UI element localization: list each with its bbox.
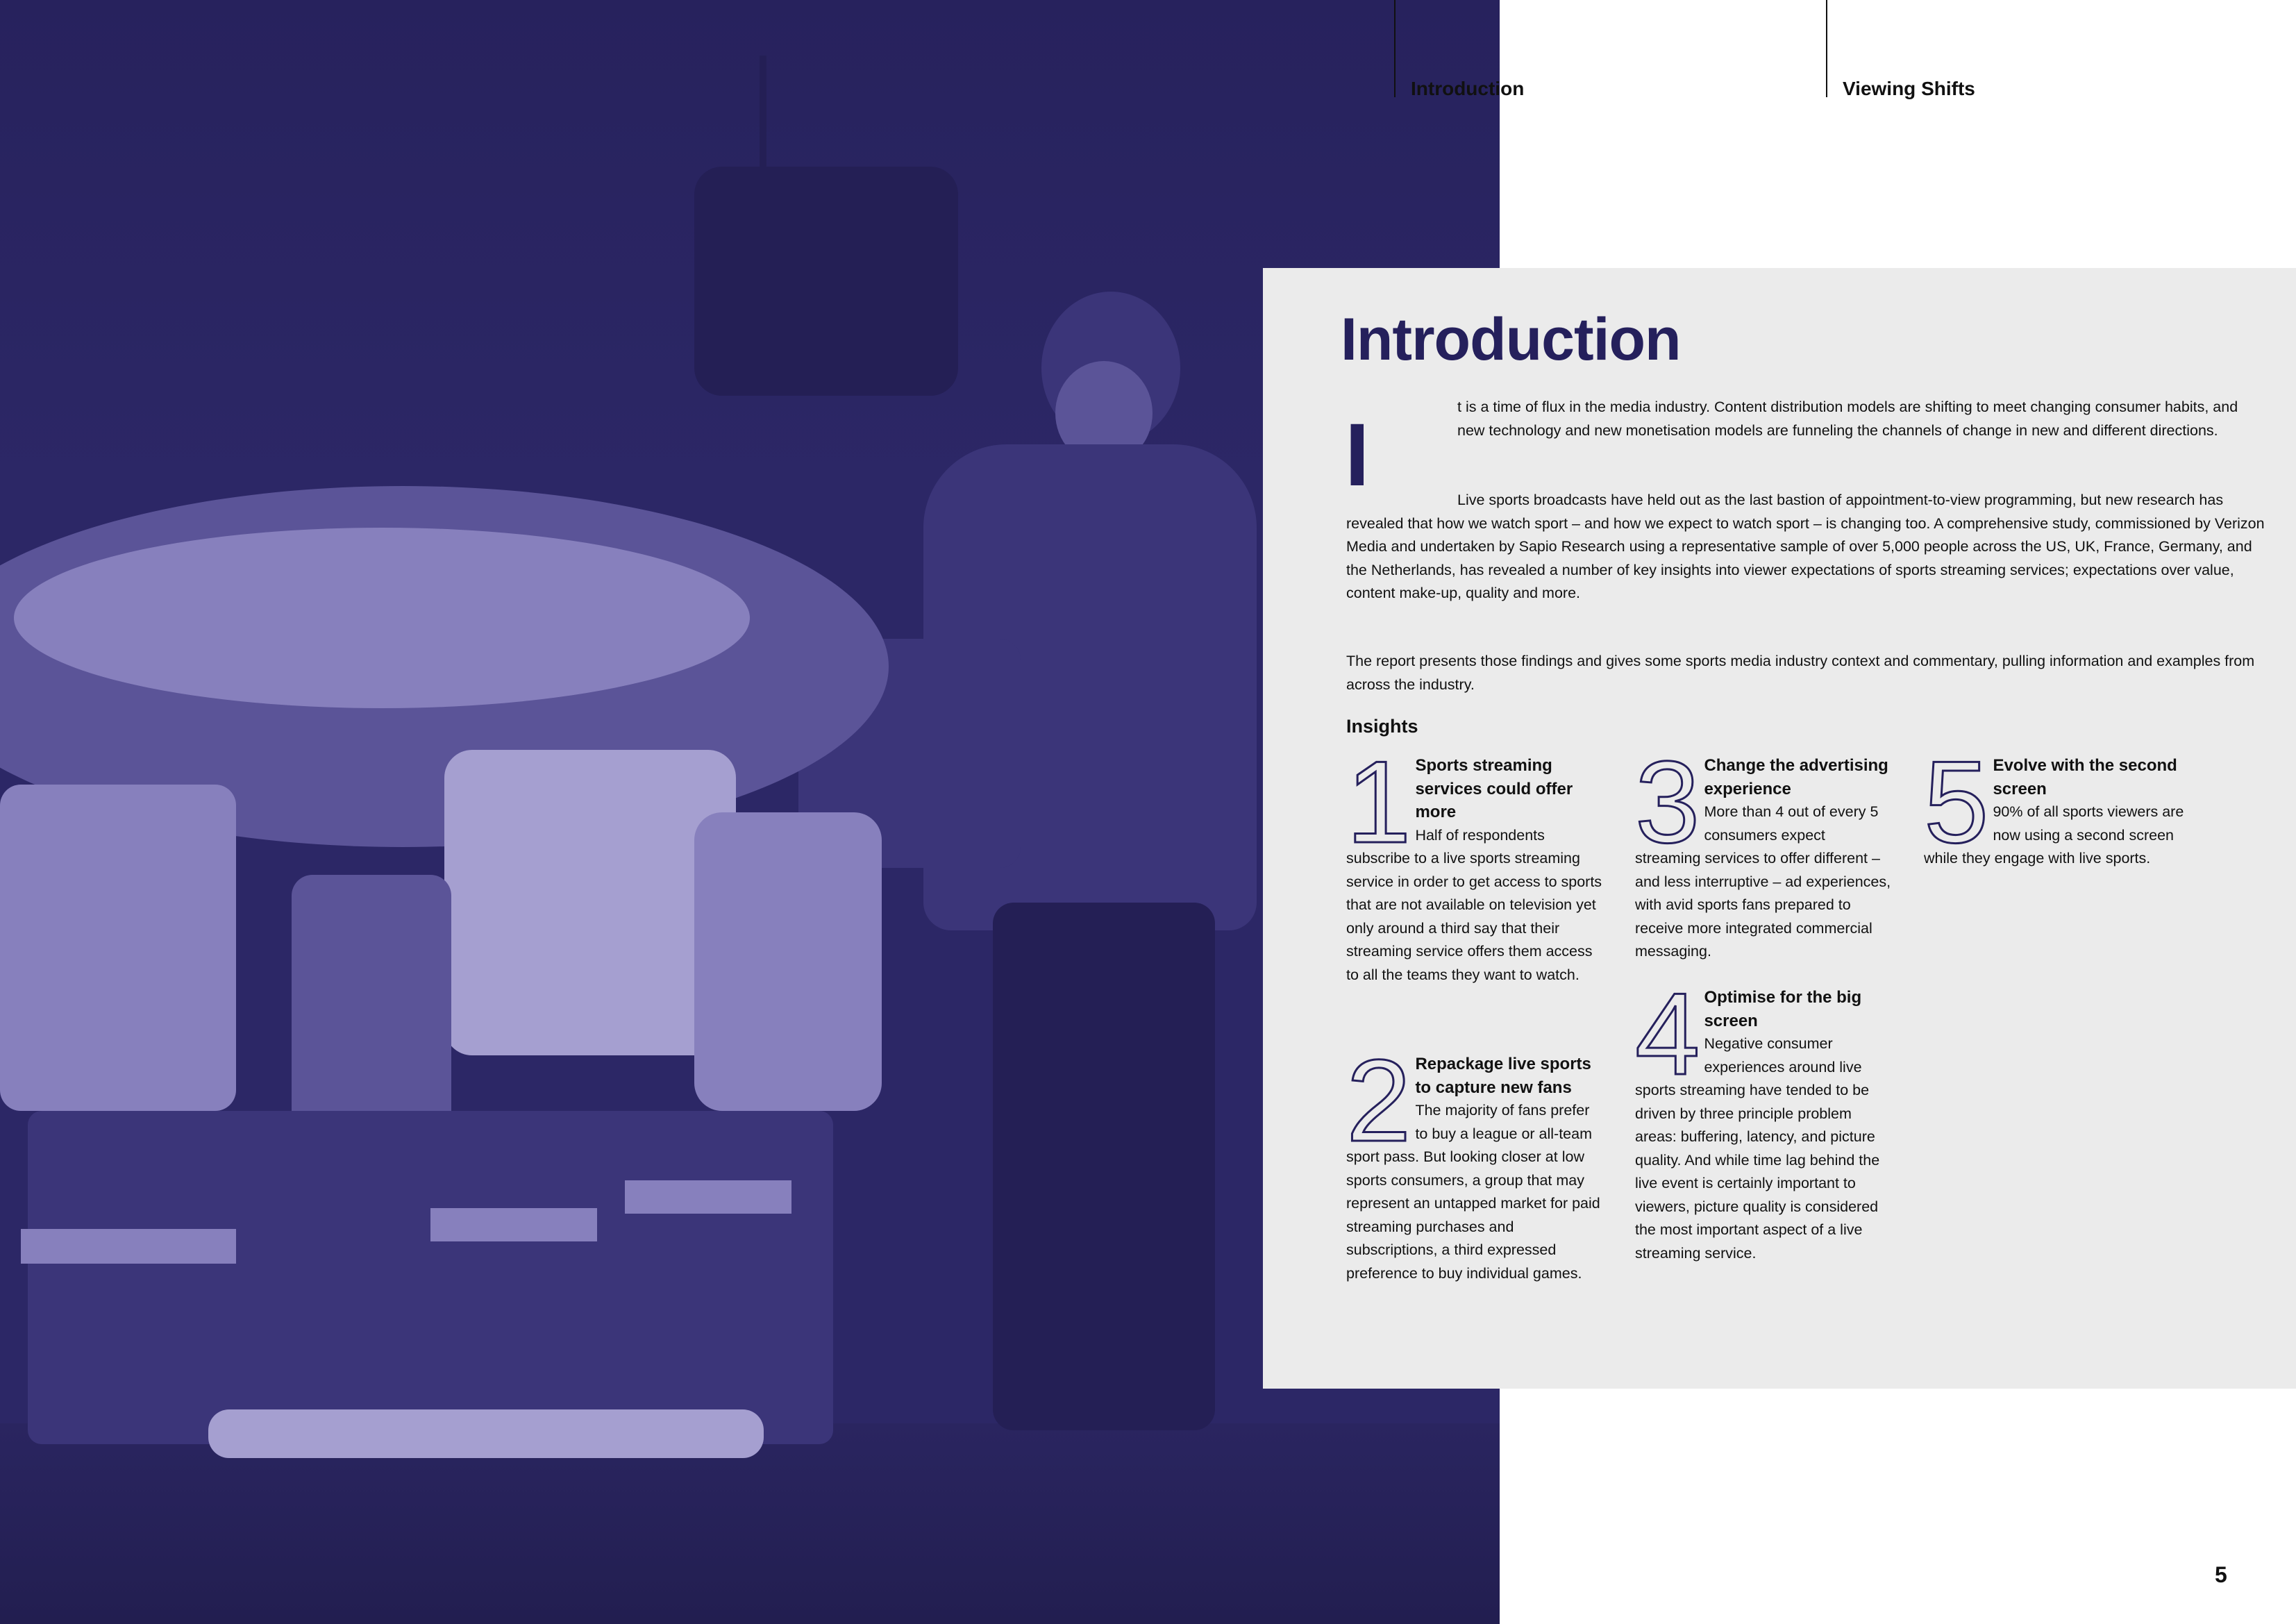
insight-2-number: 2: [1346, 1035, 1411, 1166]
insight-3-title: Change the advertising experience: [1704, 756, 1888, 798]
dropcap-letter: I: [1345, 405, 1370, 505]
boots: [208, 1409, 764, 1458]
page-title: Introduction: [1341, 306, 1681, 373]
insight-5: [1924, 737, 2188, 871]
intro-paragraph-1: t is a time of flux in the media industry. Content distribution models are shifting to meet changing consumer habits, and new technology and new monetisation models are funneling the channels of change in new and different directions.: [1457, 399, 2238, 439]
content-panel: [1263, 268, 2296, 1389]
insight-4-body: Negative consumer experiences around live sports streaming have tended to be driven by three principle problem areas: buffering, latency, and picture quality. And while time lag behind the live event is certainly important to viewers, picture quality is considered the most important aspect of a live streaming service.: [1635, 1035, 1880, 1262]
page-number: 5: [2215, 1562, 2227, 1587]
insight-1-title: Sports streaming services could offer more: [1415, 756, 1573, 821]
insight-4-number: 4: [1635, 969, 1700, 1099]
nav-tab-viewing-shifts-label[interactable]: Viewing Shifts: [1843, 78, 1975, 99]
huddle-shorts-1: [0, 785, 236, 1111]
huddle-legs: [28, 1111, 833, 1444]
nav-tab-introduction-label[interactable]: Introduction: [1411, 78, 1525, 99]
insight-2: [1346, 1035, 1603, 1285]
insight-3-number: 3: [1635, 737, 1700, 867]
nav-tab-introduction[interactable]: [1394, 0, 1525, 99]
insight-3: [1635, 737, 1892, 964]
huddle-shorts-3: [694, 812, 882, 1111]
huddle-shorts-2: [444, 750, 736, 1055]
camera-rig: [694, 167, 958, 396]
huddle-arms: [14, 528, 750, 708]
insight-1-body: Half of respondents subscribe to a live sports streaming service in order to get access to sports that are not available on television yet only around a third say that their streaming service offers them access to all the teams they want to watch.: [1346, 826, 1602, 983]
insight-4-title: Optimise for the big screen: [1704, 988, 1862, 1030]
nav-tab-viewing-shifts[interactable]: [1826, 0, 1975, 99]
insight-2-body: The majority of fans prefer to buy a league or all-team sport pass. But looking closer at low sports consumers, a group that may represent an untapped market for paid streaming purchases and subscriptions, a third expressed preference to buy individual games.: [1346, 1102, 1600, 1282]
insight-3-body: More than 4 out of every 5 consumers expect streaming services to offer different – and less interruptive – ad experiences, with avid sports fans prepared to receive more integrated commercial messaging.: [1635, 803, 1891, 960]
insight-2-title: Repackage live sports to capture new fans: [1415, 1055, 1591, 1097]
sock-band-2: [430, 1208, 597, 1241]
intro-paragraph-3: The report presents those findings and gives some sports media industry context and commentary, pulling information and examples from across the industry.: [1346, 653, 2255, 693]
insights-heading: Insights: [1346, 716, 1418, 737]
sock-band-3: [625, 1180, 791, 1214]
sock-band-1: [21, 1229, 236, 1264]
insight-5-number: 5: [1924, 737, 1989, 867]
insight-1: [1346, 737, 1603, 987]
intro-paragraph-2: Live sports broadcasts have held out as the last bastion of appointment-to-view programming, but new research has revealed that how we watch sport – and how we expect to watch sport – is changing too. A comprehensive study, commissioned by Verizon Media and undertaken by Sapio Research using a representative sample of over 5,000 people across the US, UK, France, Germany, and the Netherlands, has revealed a number of key insights into viewer expectations of sports streaming services; expectations over value, content make-up, quality and more.: [1346, 492, 2265, 601]
insight-5-title: Evolve with the second screen: [1993, 756, 2177, 798]
camera-antenna: [760, 56, 766, 215]
insight-1-number: 1: [1346, 737, 1411, 867]
insight-4: [1635, 969, 1892, 1265]
insight-5-body: 90% of all sports viewers are now using a second screen while they engage with live sports.: [1924, 803, 2184, 867]
cameraman-legs: [993, 903, 1215, 1430]
